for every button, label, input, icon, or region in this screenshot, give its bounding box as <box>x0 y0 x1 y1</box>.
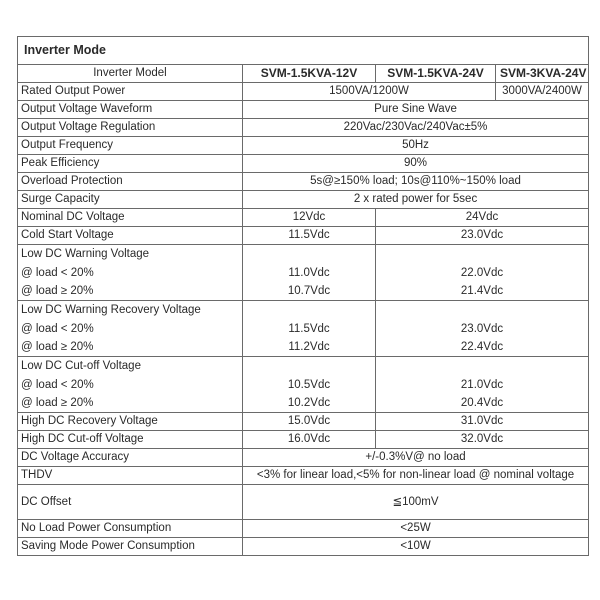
section-title-row <box>18 37 589 65</box>
model-svm-1-5kva-24v: SVM-1.5KVA-24V <box>376 65 496 83</box>
row-peak-efficiency <box>18 155 589 173</box>
low-dc-cutoff-12v-cell <box>243 357 376 413</box>
low-dc-warning-recovery-24v-ge20: 22.4Vdc <box>460 341 504 353</box>
low-dc-warning-recovery-sub-ge20: @ load ≥ 20% <box>21 341 94 353</box>
low-dc-warning-sub-lt20: @ load < 20% <box>21 267 94 279</box>
low-dc-warning-recovery-label: Low DC Warning Recovery Voltage <box>21 304 201 316</box>
dc-voltage-accuracy-value: +/-0.3%V@ no load <box>243 449 589 467</box>
model-svm-1-5kva-12v: SVM-1.5KVA-12V <box>243 65 376 83</box>
low-dc-cutoff-label: Low DC Cut-off Voltage <box>21 360 141 372</box>
dc-offset-label: DC Offset <box>18 485 243 520</box>
model-header-label: Inverter Model <box>18 65 243 83</box>
high-dc-recovery-24v: 31.0Vdc <box>376 413 589 431</box>
nominal-dc-voltage-label: Nominal DC Voltage <box>18 209 243 227</box>
model-header-row <box>18 65 589 83</box>
output-frequency-label: Output Frequency <box>18 137 243 155</box>
low-dc-warning-recovery-12v-cell <box>243 301 376 357</box>
nominal-dc-voltage-12v: 12Vdc <box>243 209 376 227</box>
cold-start-voltage-12v: 11.5Vdc <box>243 227 376 245</box>
row-low-dc-warning-recovery <box>18 301 589 357</box>
low-dc-warning-24v-lt20: 22.0Vdc <box>460 267 504 279</box>
inverter-spec-table <box>17 36 589 556</box>
low-dc-warning-24v-cell <box>376 245 589 301</box>
low-dc-cutoff-24v-lt20: 21.0Vdc <box>460 379 504 391</box>
low-dc-warning-cell <box>18 245 243 301</box>
rated-output-power-1-5kva: 1500VA/1200W <box>243 83 496 101</box>
saving-mode-power-value: <10W <box>243 538 589 556</box>
row-dc-offset <box>18 485 589 520</box>
cold-start-voltage-label: Cold Start Voltage <box>18 227 243 245</box>
thdv-value: <3% for linear load,<5% for non-linear load @ nominal voltage <box>243 467 589 485</box>
rated-output-power-label: Rated Output Power <box>18 83 243 101</box>
high-dc-recovery-label: High DC Recovery Voltage <box>18 413 243 431</box>
row-saving-mode-power <box>18 538 589 556</box>
surge-capacity-label: Surge Capacity <box>18 191 243 209</box>
low-dc-warning-12v-cell <box>243 245 376 301</box>
row-cold-start-voltage <box>18 227 589 245</box>
output-voltage-waveform-label: Output Voltage Waveform <box>18 101 243 119</box>
low-dc-warning-sub-ge20: @ load ≥ 20% <box>21 285 94 297</box>
saving-mode-power-label: Saving Mode Power Consumption <box>18 538 243 556</box>
low-dc-warning-recovery-24v-lt20: 23.0Vdc <box>460 323 504 335</box>
low-dc-cutoff-24v-ge20: 20.4Vdc <box>460 397 504 409</box>
low-dc-warning-12v-ge20: 10.7Vdc <box>287 285 331 297</box>
dc-offset-value: ≦100mV <box>243 485 589 520</box>
thdv-label: THDV <box>18 467 243 485</box>
low-dc-cutoff-24v-cell <box>376 357 589 413</box>
row-output-frequency <box>18 137 589 155</box>
row-output-voltage-waveform <box>18 101 589 119</box>
output-voltage-waveform-value: Pure Sine Wave <box>243 101 589 119</box>
row-high-dc-recovery <box>18 413 589 431</box>
peak-efficiency-label: Peak Efficiency <box>18 155 243 173</box>
section-title: Inverter Mode <box>18 37 589 65</box>
low-dc-cutoff-12v-ge20: 10.2Vdc <box>287 397 331 409</box>
low-dc-cutoff-sub-lt20: @ load < 20% <box>21 379 94 391</box>
rated-output-power-3kva: 3000VA/2400W <box>496 83 589 101</box>
low-dc-warning-label: Low DC Warning Voltage <box>21 248 150 260</box>
overload-protection-label: Overload Protection <box>18 173 243 191</box>
low-dc-cutoff-cell <box>18 357 243 413</box>
high-dc-cutoff-label: High DC Cut-off Voltage <box>18 431 243 449</box>
low-dc-cutoff-sub-ge20: @ load ≥ 20% <box>21 397 94 409</box>
low-dc-warning-12v-lt20: 11.0Vdc <box>288 267 330 279</box>
high-dc-recovery-12v: 15.0Vdc <box>243 413 376 431</box>
row-rated-output-power <box>18 83 589 101</box>
low-dc-warning-24v-ge20: 21.4Vdc <box>460 285 504 297</box>
row-nominal-dc-voltage <box>18 209 589 227</box>
no-load-power-value: <25W <box>243 520 589 538</box>
peak-efficiency-value: 90% <box>243 155 589 173</box>
cold-start-voltage-24v: 23.0Vdc <box>376 227 589 245</box>
row-surge-capacity <box>18 191 589 209</box>
low-dc-cutoff-12v-lt20: 10.5Vdc <box>287 379 331 391</box>
row-low-dc-cutoff <box>18 357 589 413</box>
row-overload-protection <box>18 173 589 191</box>
low-dc-warning-recovery-24v-cell <box>376 301 589 357</box>
model-svm-3kva-24v: SVM-3KVA-24V <box>496 65 589 83</box>
row-thdv <box>18 467 589 485</box>
output-frequency-value: 50Hz <box>243 137 589 155</box>
surge-capacity-value: 2 x rated power for 5sec <box>243 191 589 209</box>
overload-protection-value: 5s@≥150% load; 10s@110%~150% load <box>243 173 589 191</box>
nominal-dc-voltage-24v: 24Vdc <box>376 209 589 227</box>
high-dc-cutoff-24v: 32.0Vdc <box>376 431 589 449</box>
dc-voltage-accuracy-label: DC Voltage Accuracy <box>18 449 243 467</box>
row-dc-voltage-accuracy <box>18 449 589 467</box>
row-high-dc-cutoff <box>18 431 589 449</box>
output-voltage-regulation-value: 220Vac/230Vac/240Vac±5% <box>243 119 589 137</box>
row-low-dc-warning <box>18 245 589 301</box>
row-no-load-power <box>18 520 589 538</box>
high-dc-cutoff-12v: 16.0Vdc <box>243 431 376 449</box>
low-dc-warning-recovery-12v-ge20: 11.2Vdc <box>288 341 330 353</box>
output-voltage-regulation-label: Output Voltage Regulation <box>18 119 243 137</box>
low-dc-warning-recovery-12v-lt20: 11.5Vdc <box>288 323 330 335</box>
low-dc-warning-recovery-sub-lt20: @ load < 20% <box>21 323 94 335</box>
no-load-power-label: No Load Power Consumption <box>18 520 243 538</box>
low-dc-warning-recovery-cell <box>18 301 243 357</box>
row-output-voltage-regulation <box>18 119 589 137</box>
